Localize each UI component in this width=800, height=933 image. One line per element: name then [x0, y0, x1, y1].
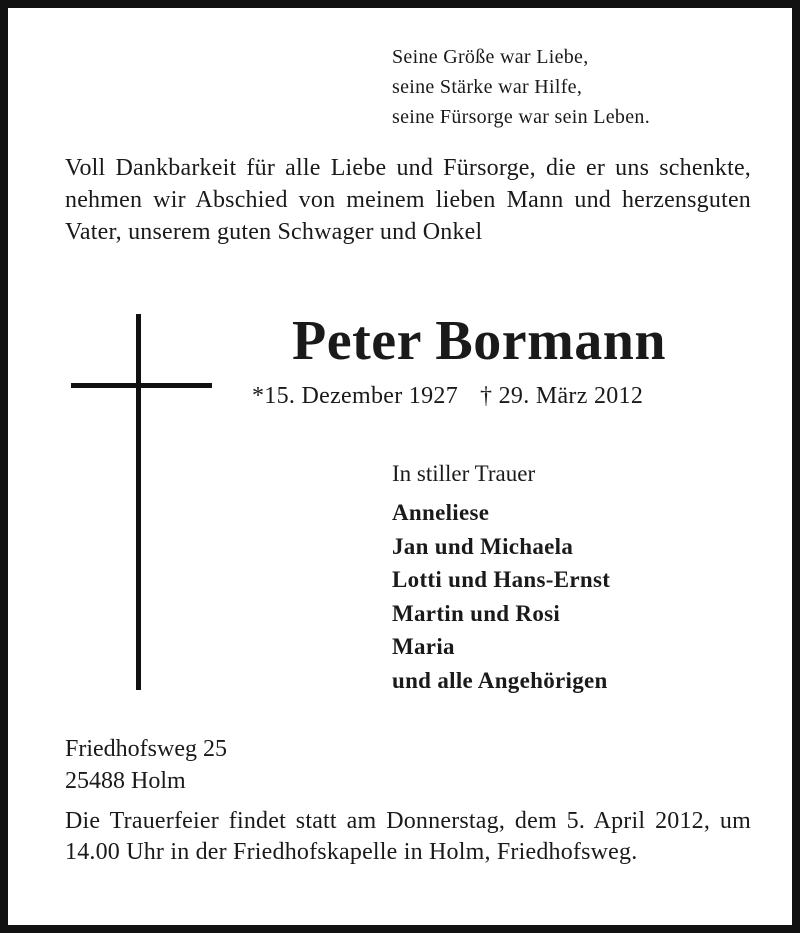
- mourner-name: Martin und Rosi: [392, 600, 561, 626]
- mourner-name: Lotti und Hans-Ernst: [392, 567, 611, 593]
- funeral-info: Die Trauerfeier findet statt am Donnerstag, dem 5. April 2012, um 14.00 Uhr in der Friedhofskapelle in Holm, Friedhofsweg.: [65, 808, 751, 865]
- mourner-name: Jan und Michaela: [392, 533, 574, 559]
- address-street: Friedhofsweg 25: [65, 736, 227, 762]
- address-block: [65, 733, 227, 797]
- mourner-name: und alle Angehörigen: [392, 667, 608, 693]
- mourning-label: In stiller Trauer: [392, 461, 536, 486]
- mourner-name: Maria: [392, 634, 455, 660]
- cross-vertical-bar: [136, 314, 141, 690]
- motto-verse: [392, 42, 650, 132]
- mourner-name: Anneliese: [392, 500, 490, 525]
- intro-paragraph: Voll Dankbarkeit für alle Liebe und Fürsorge, die er uns schenkte, nehmen wir Abschied von meinem lieben Mann und herzensguten Vater, unserem guten Schwager und Onkel: [65, 155, 751, 245]
- motto-line: seine Stärke war Hilfe,: [392, 76, 583, 98]
- birth-date: *15. Dezember 1927: [252, 383, 459, 409]
- deceased-name: Peter Bormann: [292, 310, 667, 372]
- address-city: 25488 Holm: [65, 768, 186, 794]
- death-date: † 29. März 2012: [480, 383, 644, 409]
- mourners-list: [392, 496, 610, 698]
- life-dates: [252, 378, 643, 414]
- motto-line: Seine Größe war Liebe,: [392, 46, 589, 68]
- motto-line: seine Fürsorge war sein Leben.: [392, 106, 651, 128]
- cross-horizontal-bar: [71, 383, 212, 388]
